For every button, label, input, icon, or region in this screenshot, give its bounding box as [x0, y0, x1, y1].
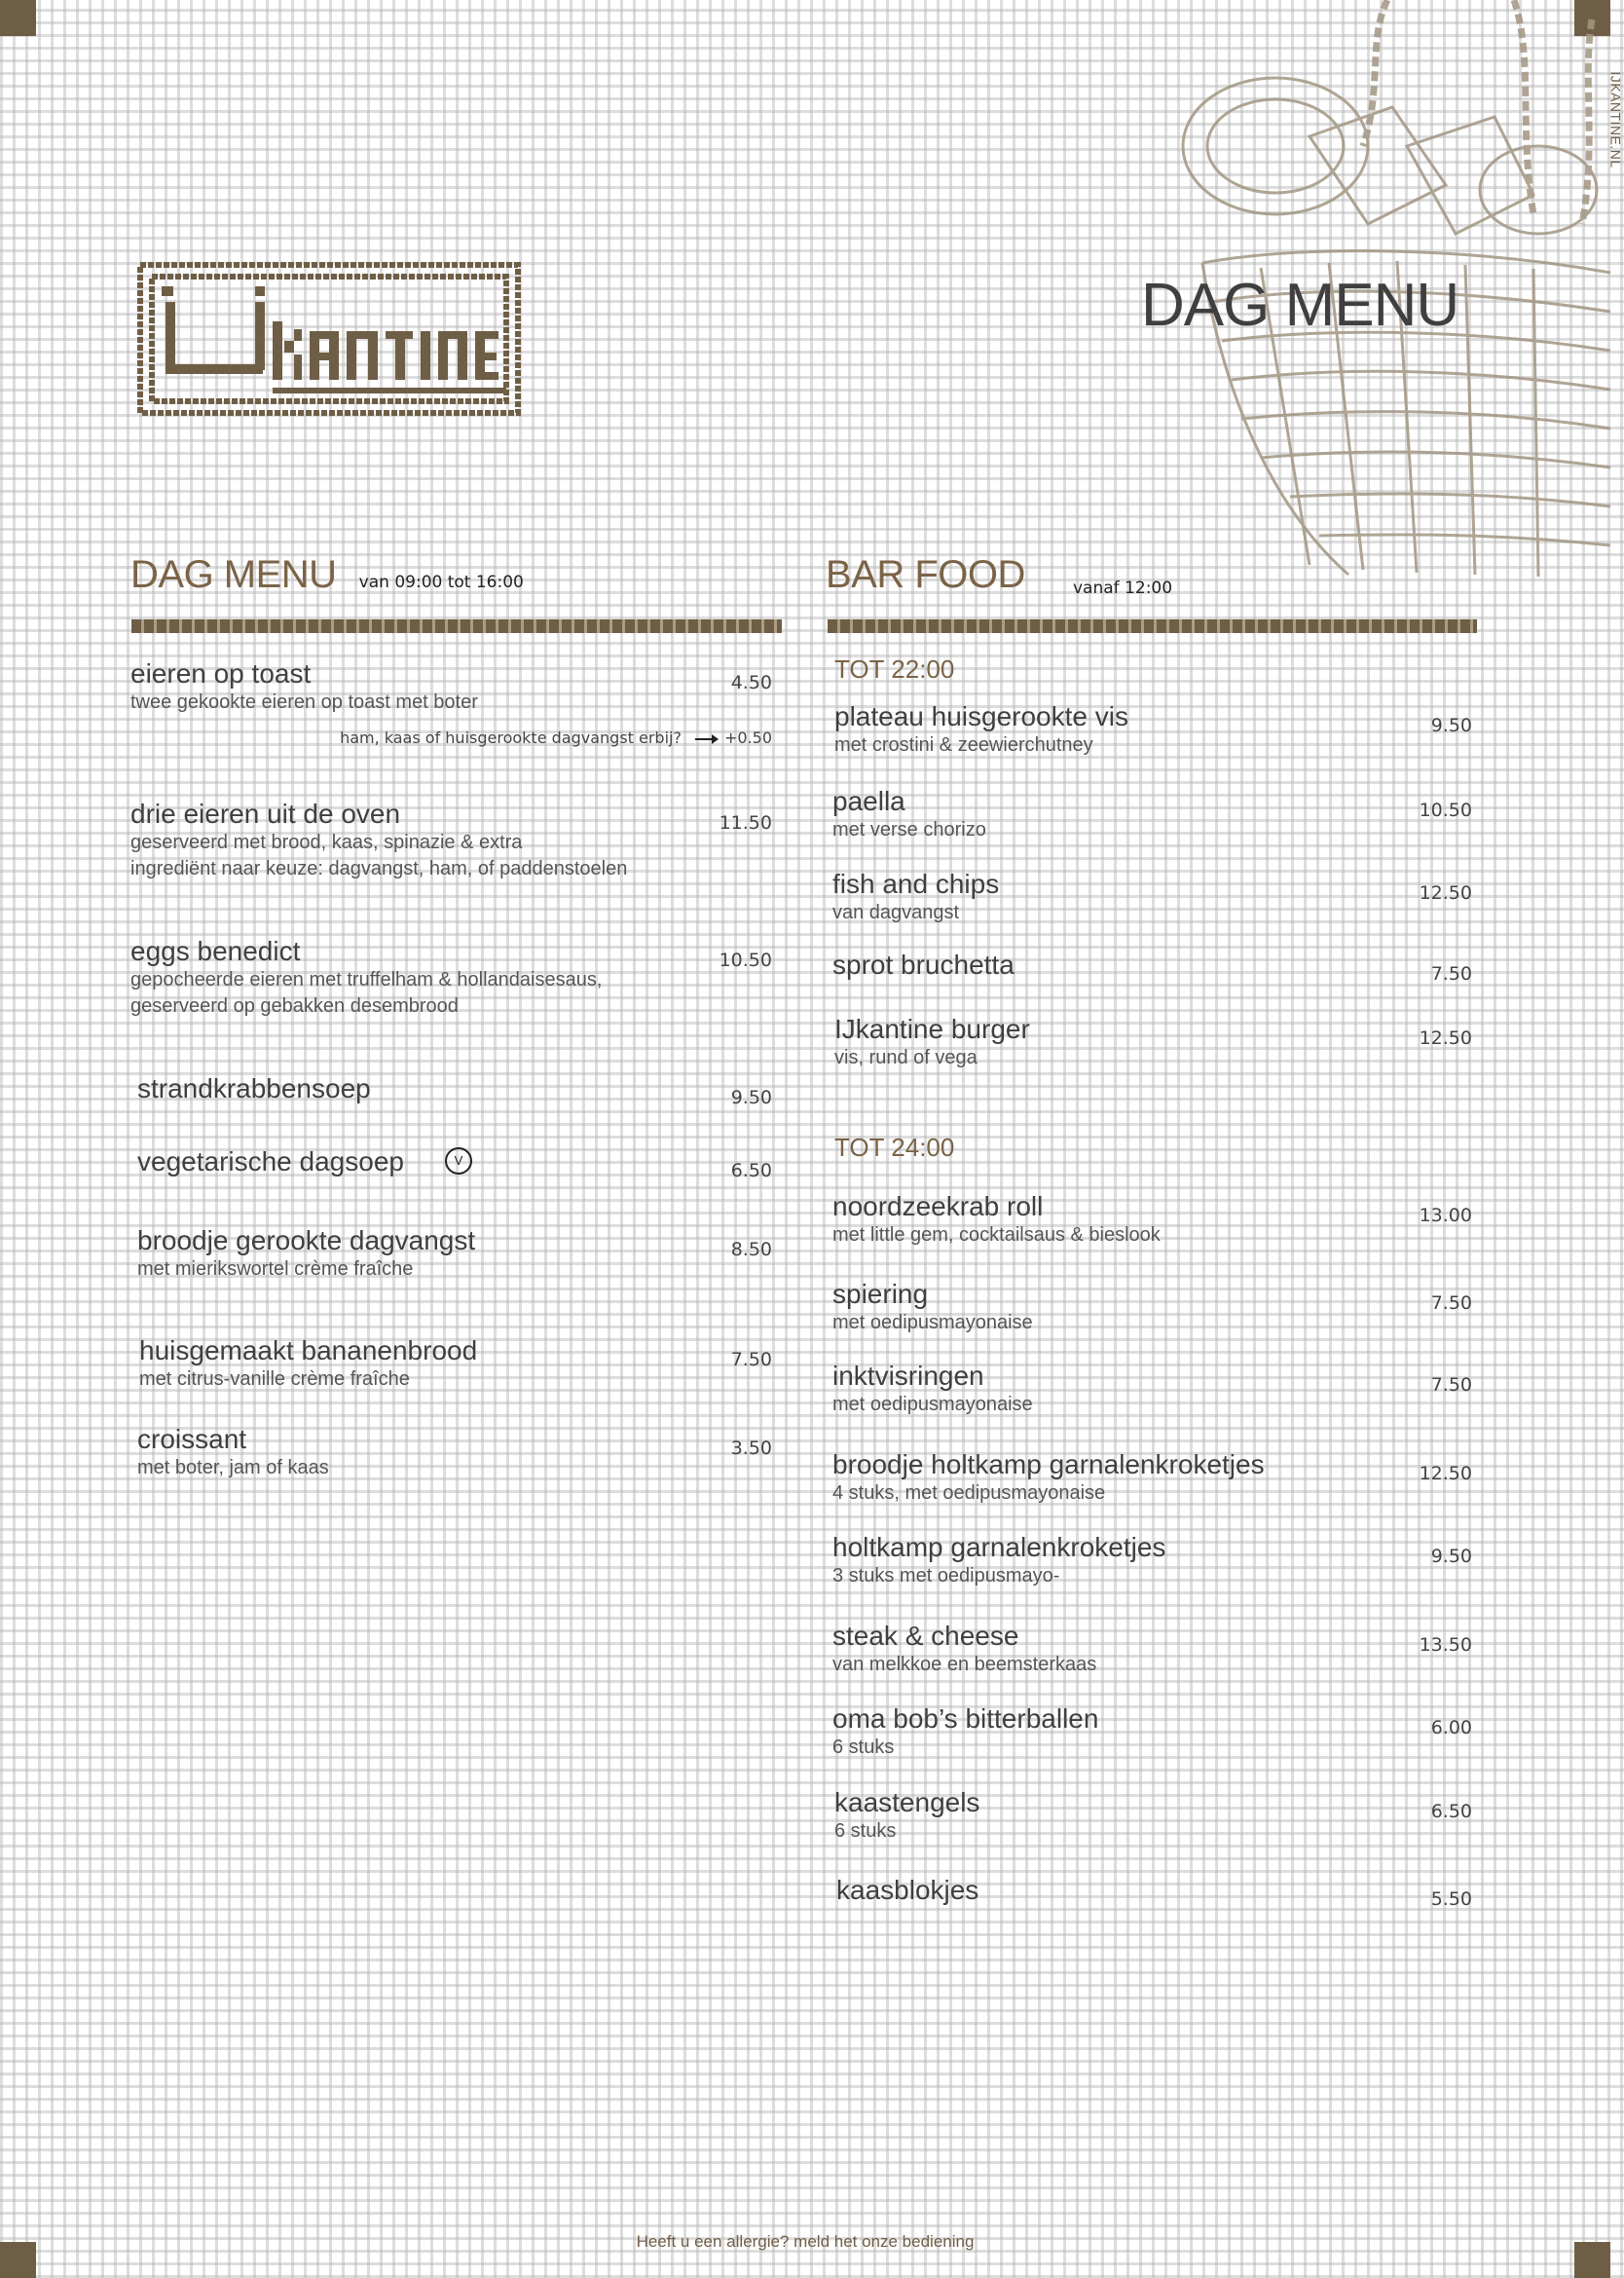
- menu-item: [130, 936, 602, 1020]
- item-name: broodje holtkamp garnalenkroketjes: [832, 1449, 1265, 1479]
- menu-item: [832, 950, 1015, 981]
- menu-item: [832, 1703, 1098, 1761]
- item-price: 13.00: [1419, 1205, 1472, 1226]
- arrow-right-icon: [695, 738, 717, 740]
- menu-item: [834, 1014, 1030, 1071]
- item-price: 8.50: [730, 1239, 772, 1260]
- extra-option-price: +0.50: [723, 728, 772, 747]
- menu-item: [832, 1532, 1165, 1589]
- item-description: twee gekookte eieren op toast met boter: [130, 691, 478, 713]
- item-name: noordzeekrab roll: [832, 1191, 1044, 1221]
- item-price: 4.50: [730, 672, 772, 693]
- page-title: DAG MENU: [1141, 272, 1459, 339]
- vegetarian-icon: V: [445, 1147, 472, 1175]
- item-description: met mierikswortel crème fraîche: [137, 1258, 414, 1280]
- site-url: IJKANTINE.NL: [1607, 71, 1624, 168]
- item-name: eieren op toast: [130, 658, 312, 689]
- menu-item: [137, 1225, 475, 1283]
- item-name: paella: [832, 786, 905, 816]
- bar-food-group-heading: TOT 24:00: [834, 1133, 955, 1162]
- menu-item: [834, 701, 1128, 759]
- bar-food-divider: [828, 619, 1477, 633]
- bar-food-group-heading: TOT 22:00: [834, 654, 955, 684]
- item-price: 7.50: [730, 1349, 772, 1370]
- item-price: 7.50: [1430, 1374, 1472, 1396]
- item-price: 11.50: [719, 812, 772, 834]
- item-name: huisgemaakt bananenbrood: [139, 1335, 478, 1365]
- item-description: vis, rund of vega: [834, 1047, 978, 1068]
- dag-menu-hours: van 09:00 tot 16:00: [358, 573, 524, 592]
- item-description: met verse chorizo: [832, 819, 986, 840]
- menu-item: [137, 1146, 472, 1177]
- menu-item: [137, 1424, 329, 1481]
- bar-food-hours: vanaf 12:00: [1073, 579, 1173, 598]
- item-price: 9.50: [730, 1087, 772, 1108]
- ijkantine-logo: [138, 263, 520, 415]
- item-price: 13.50: [1419, 1634, 1472, 1656]
- corner-block-top-left: [0, 0, 36, 36]
- item-description: geserveerd met brood, kaas, spinazie & extra: [130, 832, 523, 853]
- item-description: met crostini & zeewierchutney: [834, 734, 1093, 756]
- item-name: kaasblokjes: [836, 1875, 979, 1905]
- item-name: drie eieren uit de oven: [130, 799, 401, 829]
- item-price: 6.00: [1430, 1717, 1472, 1738]
- item-name: broodje gerookte dagvangst: [137, 1225, 476, 1255]
- item-description: 4 stuks, met oedipusmayonaise: [832, 1482, 1106, 1504]
- item-name: eggs benedict: [130, 936, 301, 966]
- item-description: van dagvangst: [832, 902, 960, 923]
- item-description: ingrediënt naar keuze: dagvangst, ham, of paddenstoelen: [130, 858, 628, 879]
- item-price: 9.50: [1430, 1546, 1472, 1567]
- item-name: fish and chips: [832, 869, 1000, 899]
- menu-item: [832, 1191, 1161, 1249]
- menu-item: [832, 1621, 1096, 1678]
- item-name: croissant: [137, 1424, 247, 1454]
- item-name: IJkantine burger: [834, 1014, 1030, 1044]
- item-name: kaastengels: [834, 1787, 980, 1817]
- item-price: 7.50: [1430, 1292, 1472, 1314]
- item-price: 9.50: [1430, 715, 1472, 736]
- item-price: 12.50: [1419, 882, 1472, 904]
- item-name: oma bob’s bitterballen: [832, 1703, 1099, 1734]
- bar-food-title: BAR FOOD: [826, 553, 1025, 596]
- allergy-notice: Heeft u een allergie? meld het onze bediening: [636, 2232, 975, 2251]
- item-name: strandkrabbensoep: [137, 1073, 371, 1103]
- bar-food-header: [826, 553, 1172, 597]
- item-price: 6.50: [1430, 1801, 1472, 1822]
- item-price: 10.50: [1419, 800, 1472, 821]
- dag-menu-header: [130, 553, 524, 597]
- dag-menu-divider: [131, 619, 782, 633]
- item-price: 7.50: [1430, 963, 1472, 985]
- item-description: met boter, jam of kaas: [137, 1457, 329, 1478]
- menu-item: [836, 1875, 978, 1906]
- menu-item: [832, 1279, 1033, 1336]
- item-price: 3.50: [730, 1438, 772, 1459]
- item-description: met oedipusmayonaise: [832, 1394, 1033, 1415]
- item-name: steak & cheese: [832, 1621, 1019, 1651]
- menu-item: [834, 1787, 979, 1845]
- item-extra-option: [340, 728, 772, 747]
- menu-item: [832, 786, 986, 843]
- item-price: 5.50: [1430, 1888, 1472, 1910]
- item-name: vegetarische dagsoep V: [137, 1146, 472, 1177]
- menu-item: [832, 869, 999, 926]
- item-description: 3 stuks met oedipusmayo-: [832, 1565, 1060, 1587]
- menu-item: [130, 658, 478, 716]
- item-description: gepocheerde eieren met truffelham & hollandaisesaus,: [130, 969, 603, 990]
- item-name: inktvisringen: [832, 1361, 984, 1391]
- item-description: 6 stuks: [832, 1737, 895, 1758]
- item-price: 12.50: [1419, 1027, 1472, 1049]
- menu-item: [832, 1449, 1265, 1507]
- extra-option-label: ham, kaas of huisgerookte dagvangst erbij?: [340, 728, 682, 747]
- item-name: sprot bruchetta: [832, 950, 1015, 980]
- item-description: met oedipusmayonaise: [832, 1312, 1033, 1333]
- menu-item: [137, 1073, 371, 1104]
- menu-item: [832, 1361, 1033, 1418]
- dag-menu-title: DAG MENU: [130, 553, 337, 596]
- menu-item: [139, 1335, 477, 1393]
- item-name: spiering: [832, 1279, 929, 1309]
- item-description: met little gem, cocktailsaus & bieslook: [832, 1224, 1161, 1246]
- item-description: met citrus-vanille crème fraîche: [139, 1368, 410, 1390]
- item-description: geserveerd op gebakken desembrood: [130, 995, 459, 1017]
- item-name: holtkamp garnalenkroketjes: [832, 1532, 1166, 1562]
- item-price: 6.50: [730, 1160, 772, 1181]
- item-name: plateau huisgerookte vis: [834, 701, 1128, 731]
- item-price: 12.50: [1419, 1463, 1472, 1484]
- item-price: 10.50: [719, 950, 772, 971]
- item-description: 6 stuks: [834, 1820, 897, 1842]
- menu-item: [130, 799, 627, 882]
- item-description: van melkkoe en beemsterkaas: [832, 1654, 1097, 1675]
